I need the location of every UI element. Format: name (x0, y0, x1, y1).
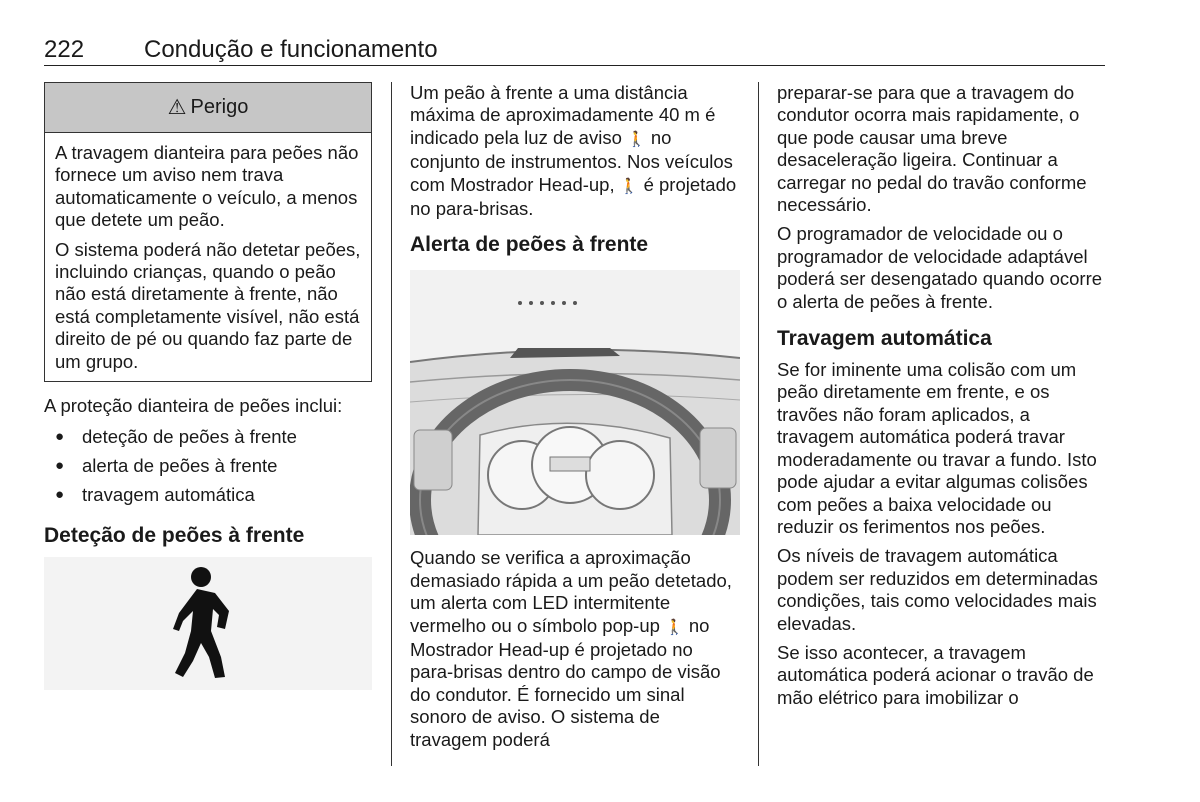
bullet-icon: ● (55, 457, 65, 475)
body-paragraph: Se isso acontecer, a travagem automática poderá acionar o travão de mão elétrico para imobilizar o (777, 641, 1094, 708)
bullet-icon: ● (55, 486, 65, 504)
column-left (44, 82, 372, 690)
page-number: 222 (44, 36, 85, 63)
column-right (777, 82, 1107, 709)
pedestrian-icon: 🚶 (619, 177, 639, 195)
body-paragraph: Um peão à frente a uma distância máxima de aproximadamente 40 m é indicado pela luz de aviso 🚶 no conjunto de instrumentos. Nos veículos com Mostrador Head-up, 🚶 é projetado no para-brisas. (410, 82, 737, 220)
warning-triangle-icon: ⚠ (167, 96, 187, 119)
bullet-icon: ● (55, 428, 65, 446)
body-paragraph: preparar-se para que a travagem do condutor ocorra mais rapidamente, o que pode causar uma breve desaceleração ligeira. Continuar a carregar no pedal do travão conforme necessário. (777, 82, 1087, 216)
warning-paragraph: A travagem dianteira para peões não fornece um aviso nem trava automaticamente o veículo, a menos que detete um peão. (55, 142, 359, 231)
list-item: ● travagem automática (44, 480, 372, 509)
section-heading: Deteção de peões à frente (44, 524, 305, 548)
chapter-title: Condução e funcionamento (144, 36, 438, 63)
pedestrian-symbol-figure (44, 557, 372, 690)
pedestrian-icon (171, 565, 243, 681)
body-paragraph: Os níveis de travagem automática podem ser reduzidos em determinadas condições, tais como velocidades mais elevadas. (777, 545, 1098, 634)
section-heading: Travagem automática (777, 327, 992, 351)
column-divider (758, 82, 759, 766)
warning-title: Perigo (190, 96, 249, 118)
pedestrian-icon: 🚶 (627, 130, 646, 148)
section-heading: Alerta de peões à frente (410, 233, 649, 257)
list-item: ● deteção de peões à frente (44, 422, 372, 451)
warning-body (45, 133, 371, 381)
warning-paragraph: O sistema poderá não detetar peões, incluindo crianças, quando o peão não está diretamente à frente, não está completamente visível, não está direito de pé ou quando faz parte de um grupo. (55, 238, 361, 372)
list-item: ● alerta de peões à frente (44, 451, 372, 480)
column-divider (391, 82, 392, 766)
dashboard-illustration (410, 270, 740, 535)
features-intro: A proteção dianteira de peões inclui: (44, 395, 343, 417)
pedestrian-icon: 🚶 (665, 618, 684, 636)
warning-header (45, 83, 371, 133)
page-header (44, 34, 1105, 66)
body-paragraph: O programador de velocidade ou o programador de velocidade adaptável poderá ser desengatado quando ocorre o alerta de peões à frente. (777, 223, 1103, 312)
features-list (44, 422, 372, 509)
dashboard-headup-illustration (410, 270, 740, 535)
danger-warning-box (44, 82, 372, 382)
column-middle (410, 82, 740, 751)
body-paragraph: Quando se verifica a aproximação demasiado rápida a um peão detetado, um alerta com LED intermitente vermelho ou o símbolo pop-up 🚶 no Mostrador Head-up é projetado no para-brisas dentro do campo de visão do condutor. É fornecido um sinal sonoro de aviso. O sistema de travagem poderá (410, 547, 732, 750)
body-paragraph: Se for iminente uma colisão com um peão diretamente em frente, e os travões não foram aplicados, a travagem automática poderá travar moderadamente ou travar a fundo. Isto pode ajudar a evitar algumas colisões com peões a baixa velocidade ou reduzir os ferimentos nos peões. (777, 359, 1097, 537)
